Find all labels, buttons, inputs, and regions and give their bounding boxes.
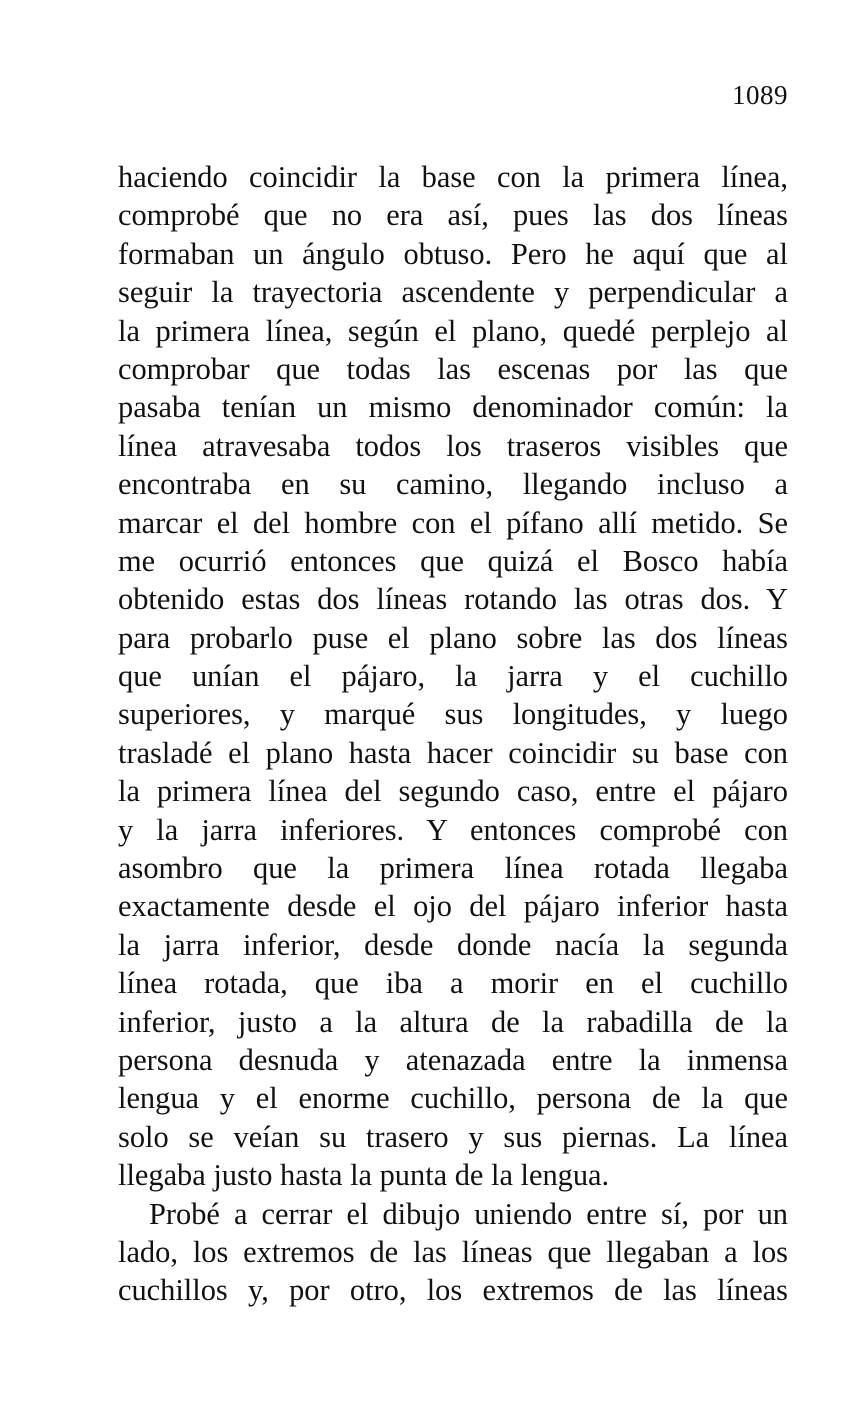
text-line: me ocurrió entonces que quizá el Bosco había — [118, 543, 788, 578]
text-line: haciendo coincidir la base con la primera línea, — [118, 160, 788, 194]
text-line: la jarra inferior, desde donde nacía la segunda — [118, 927, 788, 962]
text-line: lengua y el enorme cuchillo, persona de la que — [118, 1081, 788, 1116]
text-line: trasladé el plano hasta hacer coincidir su base con — [118, 735, 788, 770]
text-line: y la jarra inferiores. Y entonces comprobé con — [118, 812, 788, 847]
text-line: encontraba en su camino, llegando incluso a — [118, 467, 788, 502]
text-line: superiores, y marqué sus longitudes, y luego — [118, 697, 788, 732]
text-line: seguir la trayectoria ascendente y perpendicular a — [118, 275, 788, 310]
text-line: comprobé que no era así, pues las dos líneas — [118, 198, 788, 233]
text-line: inferior, justo a la altura de la rabadilla de la — [118, 1004, 788, 1039]
text-line: cuchillos y, por otro, los extremos de las líneas — [118, 1273, 788, 1308]
text-line: línea atravesaba todos los traseros visibles que — [118, 428, 788, 463]
text-line: que unían el pájaro, la jarra y el cuchillo — [118, 659, 788, 694]
text-line: comprobar que todas las escenas por las que — [118, 351, 788, 386]
text-line: asombro que la primera línea rotada llegaba — [118, 851, 788, 886]
text-line: línea rotada, que iba a morir en el cuchillo — [118, 966, 788, 1001]
text-line: para probarlo puse el plano sobre las dos líneas — [118, 620, 788, 655]
page-number: 1089 — [732, 80, 788, 110]
text-line: pasaba tenían un mismo denominador común: la — [118, 390, 788, 425]
text-line: formaban un ángulo obtuso. Pero he aquí que al — [118, 236, 788, 271]
paragraph-start-line: Probé a cerrar el dibujo uniendo entre sí, por un — [149, 1196, 788, 1231]
text-line: solo se veían su trasero y sus piernas. La línea — [118, 1119, 788, 1154]
text-line: la primera línea, según el plano, quedé perplejo al — [118, 313, 788, 348]
text-line: la primera línea del segundo caso, entre el pájaro — [118, 774, 788, 809]
paragraph-end-line: llegaba justo hasta la punta de la lengua. — [118, 1158, 610, 1193]
body-text — [118, 158, 788, 1310]
text-line: exactamente desde el ojo del pájaro inferior hasta — [118, 889, 788, 924]
text-line: persona desnuda y atenazada entre la inmensa — [118, 1042, 788, 1077]
text-line: obtenido estas dos líneas rotando las otras dos. Y — [118, 582, 788, 617]
text-line: marcar el del hombre con el pífano allí metido. Se — [118, 505, 788, 540]
text-line: lado, los extremos de las líneas que llegaban a los — [118, 1234, 788, 1269]
